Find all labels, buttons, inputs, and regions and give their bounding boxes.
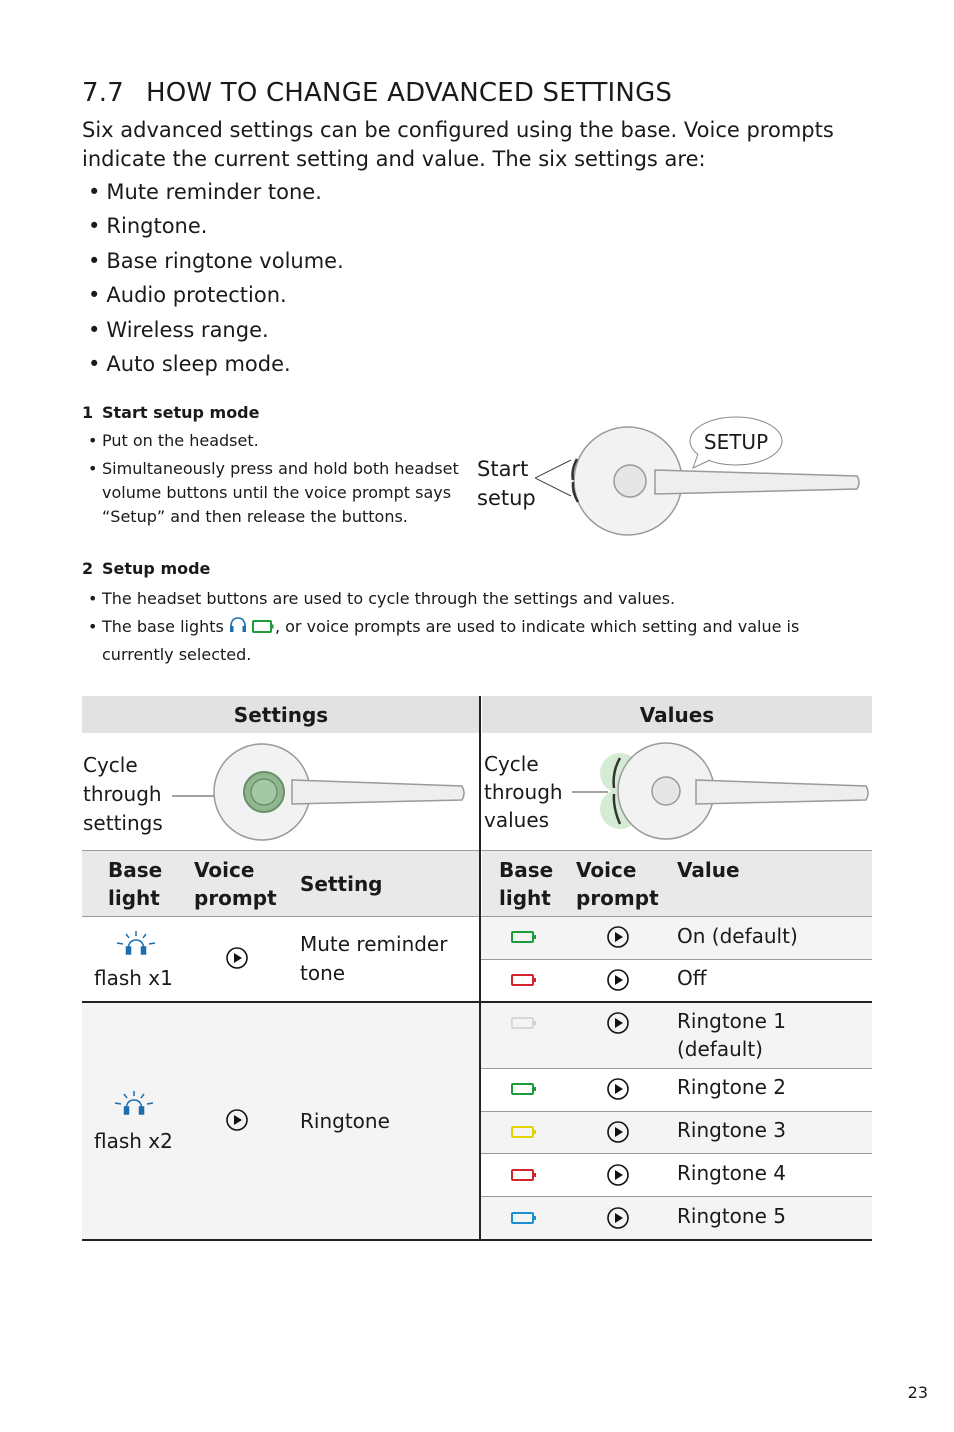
headset-settings-diagram [172,740,472,844]
value-label: Ringtone 4 [677,1161,786,1185]
value-label: On (default) [677,924,798,948]
header-settings: Settings [82,696,480,733]
col-value: Value [677,858,740,882]
list-item [82,613,862,669]
voice-prompt-icon [607,1078,629,1100]
battery-light-icon [511,974,537,986]
label-line: settings [83,811,163,835]
voice-prompt-icon [226,947,248,969]
step2-number: 2 [82,559,94,578]
section-number: 7.7 [82,78,124,108]
battery-icon-tip [271,625,274,629]
list-item: • Wireless range. [88,316,344,350]
voice-prompt-icon [607,1164,629,1186]
label-line: Start [477,457,529,481]
label-line: setup [477,486,536,510]
voice-prompt-icon [607,1012,629,1034]
section-title [82,78,672,108]
header-line: light [108,886,160,910]
value-label: Ringtone 3 [677,1118,786,1142]
battery-light-icon [511,1212,537,1224]
step2-heading [82,559,210,578]
row-background [82,1002,480,1240]
list-item: • Mute reminder tone. [88,178,344,212]
headset-icon-part [242,626,246,632]
col-voice-prompt [194,856,277,912]
voice-prompt-icon [607,1207,629,1229]
header-line: prompt [576,886,659,910]
headset-values-diagram [572,740,872,844]
setting-line: tone [300,961,346,985]
flashing-headset-icon [114,929,158,959]
battery-light-off-icon [511,1017,537,1029]
header-line: Base [499,858,554,882]
step1-heading [82,403,259,422]
pointer-line [535,478,571,496]
section-heading: HOW TO CHANGE ADVANCED SETTINGS [145,78,673,108]
divider [480,959,872,960]
list-item: • Audio protection. [88,281,344,315]
start-setup-label [477,455,536,513]
cycle-settings-label [83,751,163,838]
header-line: Voice [576,858,637,882]
list-item: • Base ringtone volume. [88,247,344,281]
value-label: Ringtone 5 [677,1204,786,1228]
column-divider [479,696,481,1241]
divider [82,916,872,917]
battery-light-icon [511,1126,537,1138]
step1-bullets [82,429,462,529]
boom-arm-icon [292,780,464,804]
intro-paragraph: Six advanced settings can be configured using the base. Voice prompts indicate the current setting and value. The six settings are: [82,118,834,171]
voice-prompt-icon [607,1121,629,1143]
divider [82,1239,872,1241]
setting-name: Ringtone [300,1109,390,1133]
row-background [480,1196,872,1240]
row-background [480,916,872,959]
voice-prompt-icon [607,969,629,991]
col-base-light [499,856,553,912]
list-item: • Auto sleep mode. [88,350,344,384]
button-icon [614,465,646,497]
header-line: Voice [194,858,255,882]
flash-count: flash x2 [94,1129,173,1153]
step1-title: Start setup mode [102,403,260,422]
battery-light-icon [511,931,537,943]
divider [480,1196,872,1197]
divider [82,1001,872,1003]
setting-line: Mute reminder [300,932,448,956]
settings-table [82,696,872,1241]
col-setting: Setting [300,872,383,896]
divider [480,1111,872,1112]
pointer-line [535,460,571,478]
setting-name [300,930,447,988]
cycle-values-label [484,750,563,834]
list-item: • The headset buttons are used to cycle through the settings and values. [82,585,862,613]
label-line: values [484,808,550,832]
headset-icon-part [230,626,234,632]
value-label: Ringtone 2 [677,1075,786,1099]
page-number: 23 [907,1383,928,1402]
header-line: Base [108,858,163,882]
battery-light-icon [511,1169,537,1181]
headset-icon [231,618,245,627]
list-item: • Ringtone. [88,212,344,246]
row-background [480,1002,872,1068]
label-line: Cycle [484,752,539,776]
battery-icon [253,621,271,632]
step2-bullets [82,585,862,669]
voice-prompt-icon [607,926,629,948]
flashing-headset-icon [112,1089,156,1119]
header-line: light [499,886,551,910]
voice-prompt-icon [226,1109,248,1131]
button-icon [652,777,680,805]
value-line: Ringtone 1 [677,1009,786,1033]
settings-list [88,178,344,384]
step2-title: Setup mode [102,559,211,578]
col-voice-prompt [576,856,659,912]
text-fragment: , or voice prompts are used to indicate which setting and value is [274,617,800,636]
settings-subheader [82,850,480,916]
flash-count: flash x1 [94,966,173,990]
text-fragment: currently selected. [102,645,252,664]
value-label: Off [677,966,707,990]
divider [480,1153,872,1154]
col-base-light [108,856,162,912]
label-line: through [83,782,162,806]
values-subheader [482,850,872,916]
battery-light-icon [511,1083,537,1095]
base-lights-icons [229,615,275,635]
list-item: • Put on the headset. [82,429,462,453]
text-fragment: The base lights [102,617,224,636]
row-background [480,1111,872,1154]
list-item: • Simultaneously press and hold both headset volume buttons until the voice prompt says “Setup” and then release the buttons. [82,457,462,529]
value-line: (default) [677,1037,763,1061]
header-line: prompt [194,886,277,910]
header-values: Values [482,696,872,733]
button-center-icon [251,779,277,805]
step1-number: 1 [82,403,94,422]
boom-arm-icon [655,470,859,494]
speech-bubble-text: SETUP [703,430,769,454]
boom-arm-icon [696,780,868,804]
divider [480,1068,872,1069]
divider [82,850,872,851]
label-line: through [484,780,563,804]
label-line: Cycle [83,753,138,777]
value-label [677,1007,786,1063]
